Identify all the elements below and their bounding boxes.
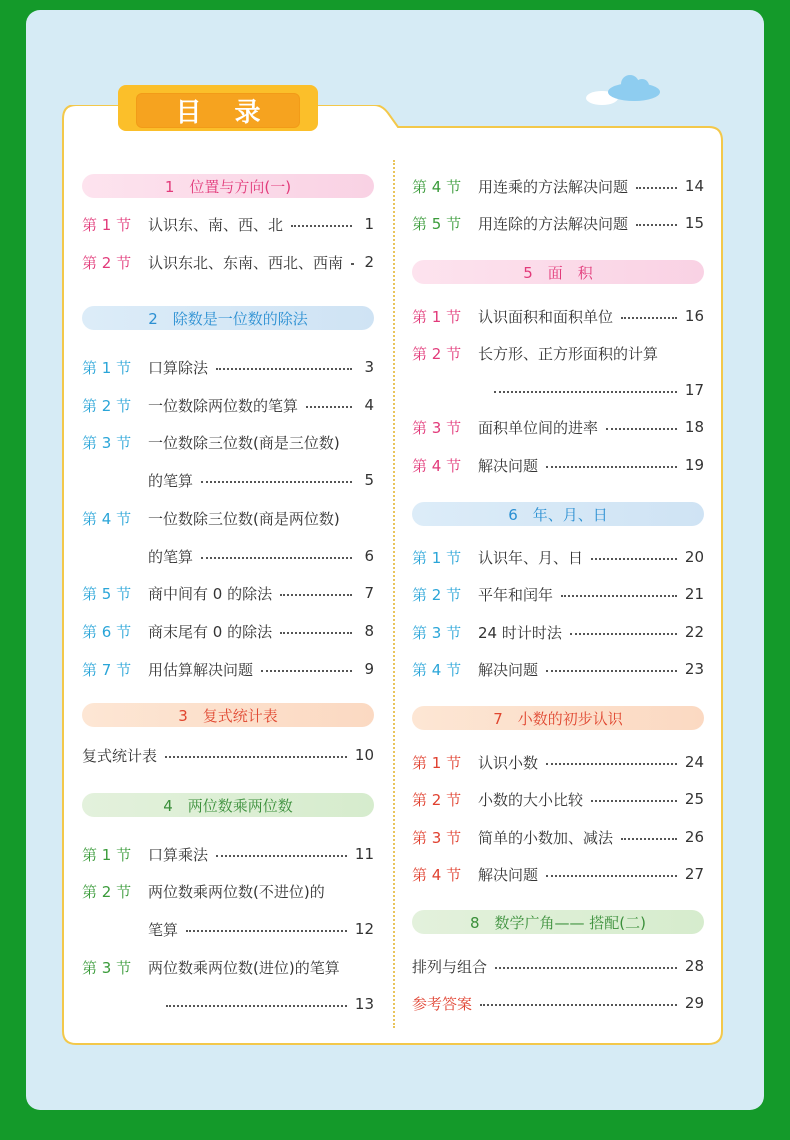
leader-dots xyxy=(546,466,677,468)
page-number: 17 xyxy=(684,381,704,399)
section-title: 的笔算 xyxy=(148,471,194,490)
section-title: 商中间有 0 的除法 xyxy=(148,584,273,603)
section-number: 第 1 节 xyxy=(82,358,132,377)
section-number: 第 1 节 xyxy=(412,307,462,326)
leader-dots xyxy=(201,557,352,559)
toc-entry[interactable] xyxy=(82,430,374,454)
leader-dots xyxy=(480,1004,677,1006)
section-number: 第 1 节 xyxy=(82,215,132,234)
toc-entry[interactable] xyxy=(412,750,704,774)
section-title: 认识小数 xyxy=(478,753,539,772)
section-title: 长方形、正方形面积的计算 xyxy=(478,344,659,363)
unit-heading[interactable]: 3 复式统计表 xyxy=(82,703,374,727)
section-title: 参考答案 xyxy=(412,994,473,1013)
section-title: 两位数乘两位数(不进位)的 xyxy=(148,882,325,901)
leader-dots xyxy=(216,855,347,857)
leader-dots xyxy=(216,368,352,370)
section-number: 第 4 节 xyxy=(412,177,462,196)
toc-entry[interactable] xyxy=(82,842,374,866)
section-title: 解决问题 xyxy=(478,865,539,884)
section-title: 一位数除三位数(商是两位数) xyxy=(148,509,340,528)
unit-heading[interactable]: 6 年、月、日 xyxy=(412,502,704,526)
section-title: 解决问题 xyxy=(478,660,539,679)
leader-dots xyxy=(166,1005,347,1007)
toc-entry[interactable] xyxy=(412,954,704,978)
section-title: 复式统计表 xyxy=(82,746,158,765)
page-number: 2 xyxy=(364,253,374,271)
section-number: 第 2 节 xyxy=(412,344,462,363)
section-title: 一位数除两位数的笔算 xyxy=(148,396,299,415)
toc-entry[interactable] xyxy=(82,212,374,236)
leader-dots xyxy=(621,317,677,319)
section-number: 第 2 节 xyxy=(82,396,132,415)
leader-dots xyxy=(165,756,347,758)
leader-dots xyxy=(351,263,352,265)
section-number: 第 4 节 xyxy=(412,456,462,475)
toc-entry[interactable] xyxy=(412,174,704,198)
section-title: 两位数乘两位数(进位)的笔算 xyxy=(148,958,340,977)
leader-dots xyxy=(291,225,352,227)
page-number: 7 xyxy=(364,584,374,602)
toc-entry[interactable] xyxy=(412,620,704,644)
page-number: 14 xyxy=(684,177,704,195)
unit-heading[interactable]: 5 面 积 xyxy=(412,260,704,284)
section-number: 第 5 节 xyxy=(82,584,132,603)
leader-dots xyxy=(495,967,677,969)
toc-entry-continuation[interactable] xyxy=(148,468,374,492)
page-number: 5 xyxy=(364,471,374,489)
section-title: 认识年、月、日 xyxy=(478,548,584,567)
leader-dots xyxy=(591,558,677,560)
page-number: 26 xyxy=(684,828,704,846)
page-number: 23 xyxy=(684,660,704,678)
toc-entry[interactable] xyxy=(82,619,374,643)
section-number: 第 6 节 xyxy=(82,622,132,641)
page-number: 3 xyxy=(364,358,374,376)
page-number: 16 xyxy=(684,307,704,325)
section-title: 用估算解决问题 xyxy=(148,660,254,679)
page-number: 15 xyxy=(684,214,704,232)
section-number: 第 7 节 xyxy=(82,660,132,679)
page-number: 18 xyxy=(684,418,704,436)
section-number: 第 1 节 xyxy=(412,753,462,772)
page-number: 9 xyxy=(364,660,374,678)
section-title: 认识东北、东南、西北、西南 xyxy=(148,253,344,272)
toc-entry[interactable] xyxy=(82,657,374,681)
toc-entry[interactable] xyxy=(82,506,374,530)
section-title: 认识东、南、西、北 xyxy=(148,215,284,234)
toc-entry[interactable] xyxy=(412,304,704,328)
toc-entry[interactable] xyxy=(412,582,704,606)
page-number: 21 xyxy=(684,585,704,603)
section-title: 简单的小数加、减法 xyxy=(478,828,614,847)
toc-entry[interactable] xyxy=(82,743,374,767)
toc-entry[interactable] xyxy=(82,393,374,417)
page-number: 20 xyxy=(684,548,704,566)
toc-entry[interactable] xyxy=(412,657,704,681)
toc-entry-continuation[interactable] xyxy=(486,378,704,402)
page-number: 11 xyxy=(354,845,374,863)
leader-dots xyxy=(636,187,677,189)
section-title: 笔算 xyxy=(148,920,179,939)
toc-entry[interactable] xyxy=(412,211,704,235)
toc-entry[interactable] xyxy=(412,787,704,811)
toc-entry[interactable] xyxy=(412,825,704,849)
section-number: 第 4 节 xyxy=(412,865,462,884)
toc-entry[interactable] xyxy=(412,991,704,1015)
toc-entry[interactable] xyxy=(412,453,704,477)
section-title: 口算除法 xyxy=(148,358,209,377)
leader-dots xyxy=(546,670,677,672)
toc-entry[interactable] xyxy=(82,581,374,605)
section-number: 第 2 节 xyxy=(82,253,132,272)
page-title: 目 录 xyxy=(175,98,273,128)
section-title: 商末尾有 0 的除法 xyxy=(148,622,273,641)
unit-heading[interactable]: 8 数学广角—— 搭配(二) xyxy=(412,910,704,934)
section-number: 第 3 节 xyxy=(82,958,132,977)
section-number: 第 4 节 xyxy=(82,509,132,528)
leader-dots xyxy=(636,224,677,226)
page-number: 13 xyxy=(354,995,374,1013)
section-number: 第 4 节 xyxy=(412,660,462,679)
leader-dots xyxy=(261,670,352,672)
toc-entry[interactable] xyxy=(412,415,704,439)
page-number: 6 xyxy=(364,547,374,565)
page-number: 25 xyxy=(684,790,704,808)
leader-dots xyxy=(570,633,677,635)
leader-dots xyxy=(561,595,677,597)
leader-dots xyxy=(186,930,347,932)
section-title: 平年和闰年 xyxy=(478,585,554,604)
toc-entry-continuation[interactable] xyxy=(148,917,374,941)
page-number: 1 xyxy=(364,215,374,233)
page-number: 10 xyxy=(354,746,374,764)
page-number: 12 xyxy=(354,920,374,938)
toc-entry[interactable] xyxy=(82,879,374,903)
section-number: 第 2 节 xyxy=(412,790,462,809)
section-title: 一位数除三位数(商是三位数) xyxy=(148,433,340,452)
toc-entry[interactable] xyxy=(412,545,704,569)
section-number: 第 3 节 xyxy=(412,623,462,642)
page-number: 8 xyxy=(364,622,374,640)
leader-dots xyxy=(621,838,677,840)
section-number: 第 3 节 xyxy=(412,418,462,437)
leader-dots xyxy=(306,406,352,408)
column-divider xyxy=(393,160,395,1028)
section-title: 口算乘法 xyxy=(148,845,209,864)
unit-heading[interactable]: 2 除数是一位数的除法 xyxy=(82,306,374,330)
section-title: 排列与组合 xyxy=(412,957,488,976)
page-number: 24 xyxy=(684,753,704,771)
unit-heading[interactable]: 1 位置与方向(一) xyxy=(82,174,374,198)
section-title: 用连乘的方法解决问题 xyxy=(478,177,629,196)
section-number: 第 2 节 xyxy=(82,882,132,901)
unit-heading[interactable]: 7 小数的初步认识 xyxy=(412,706,704,730)
toc-entry-continuation[interactable] xyxy=(158,992,374,1016)
page-number: 28 xyxy=(684,957,704,975)
section-number: 第 5 节 xyxy=(412,214,462,233)
section-number: 第 3 节 xyxy=(412,828,462,847)
page-number: 19 xyxy=(684,456,704,474)
section-title: 的笔算 xyxy=(148,547,194,566)
section-title: 解决问题 xyxy=(478,456,539,475)
cloud-icon xyxy=(584,72,666,108)
section-title: 小数的大小比较 xyxy=(478,790,584,809)
toc-entry[interactable] xyxy=(82,250,374,274)
page-number: 4 xyxy=(364,396,374,414)
leader-dots xyxy=(201,481,352,483)
page-number: 29 xyxy=(684,994,704,1012)
leader-dots xyxy=(546,875,677,877)
unit-heading[interactable]: 4 两位数乘两位数 xyxy=(82,793,374,817)
section-title: 认识面积和面积单位 xyxy=(478,307,614,326)
page-number: 27 xyxy=(684,865,704,883)
toc-entry[interactable] xyxy=(82,355,374,379)
toc-entry[interactable] xyxy=(82,955,374,979)
toc-entry[interactable] xyxy=(412,341,704,365)
section-number: 第 1 节 xyxy=(82,845,132,864)
section-title: 用连除的方法解决问题 xyxy=(478,214,629,233)
leader-dots xyxy=(591,800,677,802)
section-number: 第 1 节 xyxy=(412,548,462,567)
leader-dots xyxy=(280,594,352,596)
leader-dots xyxy=(280,632,352,634)
section-title: 面积单位间的进率 xyxy=(478,418,599,437)
section-title: 24 时计时法 xyxy=(478,623,562,642)
toc-entry-continuation[interactable] xyxy=(148,544,374,568)
leader-dots xyxy=(494,391,677,393)
leader-dots xyxy=(546,763,677,765)
section-number: 第 3 节 xyxy=(82,433,132,452)
page-number: 22 xyxy=(684,623,704,641)
section-number: 第 2 节 xyxy=(412,585,462,604)
toc-entry[interactable] xyxy=(412,862,704,886)
leader-dots xyxy=(606,428,677,430)
